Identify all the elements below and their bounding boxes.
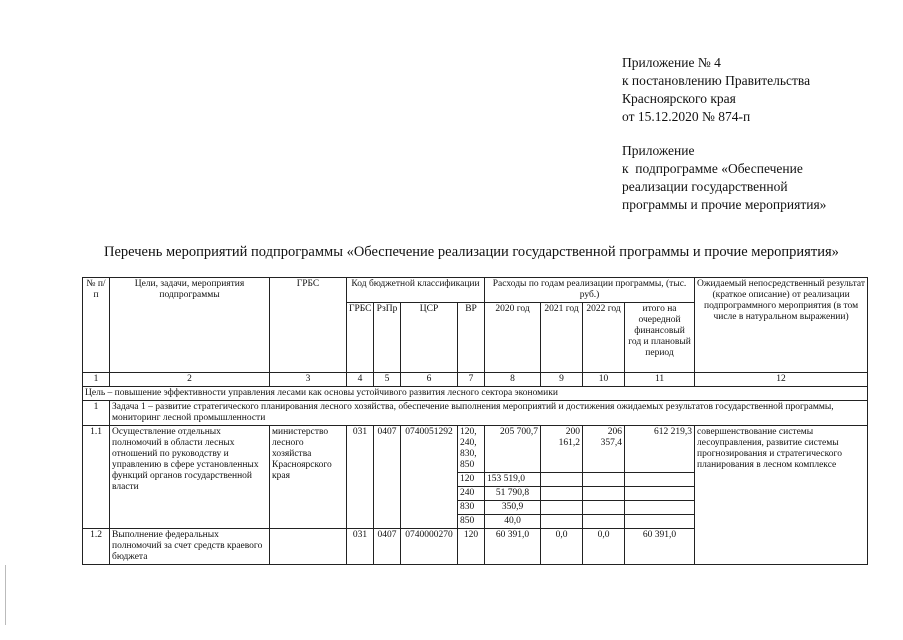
annex-main-line: к постановлению Правительства <box>622 73 811 88</box>
col-number: 4 <box>347 373 374 387</box>
header-expenses: Расходы по годам реализации программы, (тыс. руб.) <box>485 278 695 303</box>
annex-main-line: Красноярского края <box>622 91 736 106</box>
item-csr: 0740051292 <box>401 426 458 473</box>
empty-cell <box>374 487 401 501</box>
empty-cell <box>347 501 374 515</box>
item-vr: 120 <box>458 529 485 565</box>
item-grbs-code: 031 <box>347 426 374 473</box>
empty-cell <box>401 487 458 501</box>
sub-vr: 240 <box>458 487 485 501</box>
sub-2020: 153 519,0 <box>485 473 541 487</box>
item-text: Выполнение федеральных полномочий за счет средств краевого бюджета <box>110 529 270 565</box>
sub-2020: 350,9 <box>485 501 541 515</box>
empty-cell <box>583 473 625 487</box>
col-number: 12 <box>695 373 868 387</box>
column-number-row <box>83 373 868 387</box>
empty-cell <box>401 515 458 529</box>
header-result: Ожидаемый непосредственный результат (краткое описание) от реализации подпрограммного мероприятия (в том числе в натуральном выражении) <box>695 278 868 373</box>
annex-main-line: Приложение № 4 <box>622 55 721 70</box>
col-number: 9 <box>541 373 583 387</box>
header-2020: 2020 год <box>485 303 541 373</box>
task-row <box>83 401 868 426</box>
annex-sub-line: к подпрограмме «Обеспечение <box>622 161 803 176</box>
empty-cell <box>625 487 695 501</box>
item-grbs: министерство лесного хозяйства Красноярского края <box>270 426 347 529</box>
task-text: Задача 1 – развитие стратегического планирования лесного хозяйства, обеспечение выполнения мероприятий и достижения ожидаемых результатов государственной программы, мониторинг лесной промышленности <box>110 401 868 426</box>
empty-cell <box>583 501 625 515</box>
item-grbs-code: 031 <box>347 529 374 565</box>
item-2022: 206 357,4 <box>583 426 625 473</box>
empty-cell <box>541 487 583 501</box>
empty-cell <box>270 529 347 565</box>
item-vr: 120, 240, 830, 850 <box>458 426 485 473</box>
header-rzpr: РзПр <box>374 303 401 373</box>
empty-cell <box>347 515 374 529</box>
col-number: 8 <box>485 373 541 387</box>
col-number: 2 <box>110 373 270 387</box>
header-2022: 2022 год <box>583 303 625 373</box>
empty-cell <box>541 501 583 515</box>
item-2020: 205 700,7 <box>485 426 541 473</box>
empty-cell <box>401 473 458 487</box>
sub-2020: 40,0 <box>485 515 541 529</box>
header-csr: ЦСР <box>401 303 458 373</box>
col-number: 11 <box>625 373 695 387</box>
item-rzpr: 0407 <box>374 529 401 565</box>
annex-sub-line: Приложение <box>622 143 695 158</box>
sub-vr: 850 <box>458 515 485 529</box>
empty-cell <box>347 473 374 487</box>
empty-cell <box>625 473 695 487</box>
header-2021: 2021 год <box>541 303 583 373</box>
sub-vr: 120 <box>458 473 485 487</box>
sub-2020: 51 790,8 <box>485 487 541 501</box>
annex-sub-heading <box>622 142 826 214</box>
empty-cell <box>583 487 625 501</box>
col-number: 10 <box>583 373 625 387</box>
header-total: итого на очередной финансовый год и плановый период <box>625 303 695 373</box>
document-title: Перечень мероприятий подпрограммы «Обеспечение реализации государственной программы и прочие мероприятия» <box>104 244 839 260</box>
task-num: 1 <box>83 401 110 426</box>
header-vr: ВР <box>458 303 485 373</box>
item-total: 60 391,0 <box>625 529 695 565</box>
item-text: Осуществление отдельных полномочий в области лесных отношений по руководству и управлению в сфере установленных функций органов государственной власти <box>110 426 270 529</box>
header-grbs-code: ГРБС <box>347 303 374 373</box>
table-row <box>83 426 868 473</box>
item-result: совершенствование системы лесоуправления, развитие системы прогнозирования и стратегического планирования в лесном комплексе <box>695 426 868 565</box>
empty-cell <box>625 515 695 529</box>
empty-cell <box>347 487 374 501</box>
annex-main-line: от 15.12.2020 № 874-п <box>622 109 751 124</box>
item-2021: 200 161,2 <box>541 426 583 473</box>
header-goals: Цели, задачи, мероприятия подпрограммы <box>110 278 270 373</box>
item-2022: 0,0 <box>583 529 625 565</box>
goal-row <box>83 387 868 401</box>
empty-cell <box>625 501 695 515</box>
empty-cell <box>374 515 401 529</box>
sub-vr: 830 <box>458 501 485 515</box>
col-number: 7 <box>458 373 485 387</box>
item-csr: 0740000270 <box>401 529 458 565</box>
col-number: 1 <box>83 373 110 387</box>
empty-cell <box>401 501 458 515</box>
header-grbs: ГРБС <box>270 278 347 373</box>
empty-cell <box>583 515 625 529</box>
item-num: 1.1 <box>83 426 110 529</box>
empty-cell <box>541 473 583 487</box>
empty-cell <box>374 473 401 487</box>
header-num: № п/п <box>83 278 110 373</box>
col-number: 3 <box>270 373 347 387</box>
annex-main-heading <box>622 54 810 126</box>
item-2020: 60 391,0 <box>485 529 541 565</box>
col-number: 6 <box>401 373 458 387</box>
item-rzpr: 0407 <box>374 426 401 473</box>
goal-text: Цель – повышение эффективности управления лесами как основы устойчивого развития лесного сектора экономики <box>83 387 868 401</box>
annex-sub-line: реализации государственной <box>622 179 788 194</box>
activities-table <box>82 277 868 565</box>
header-row-1 <box>83 278 868 303</box>
item-2021: 0,0 <box>541 529 583 565</box>
empty-cell <box>541 515 583 529</box>
item-num: 1.2 <box>83 529 110 565</box>
empty-cell <box>374 501 401 515</box>
header-budget-code: Код бюджетной классификации <box>347 278 485 303</box>
col-number: 5 <box>374 373 401 387</box>
item-total: 612 219,3 <box>625 426 695 473</box>
scan-edge-line <box>5 565 6 625</box>
annex-sub-line: программы и прочие мероприятия» <box>622 197 827 212</box>
